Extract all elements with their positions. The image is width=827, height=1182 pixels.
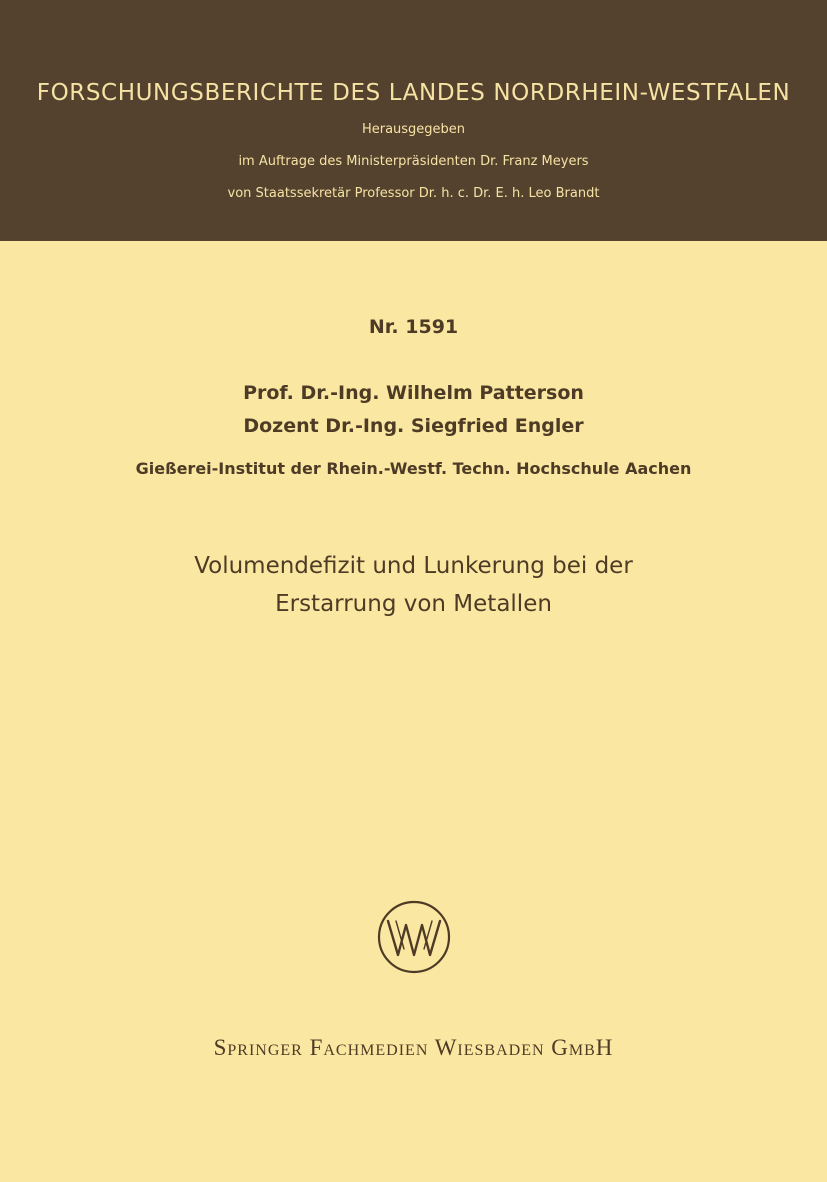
editor-line-herausgegeben: Herausgegeben bbox=[361, 122, 466, 137]
title-line-1: Volumendefizit und Lunkerung bei der bbox=[194, 553, 633, 579]
editor-line-editor: von Staatssekretär Professor Dr. h. c. Dr. E. h. Leo Brandt bbox=[227, 186, 600, 201]
author-2: Dozent Dr.-Ing. Siegfried Engler bbox=[243, 415, 584, 437]
publisher-name: Springer Fachmedien Wiesbaden GmbH bbox=[213, 1035, 614, 1060]
publisher-logo-icon bbox=[376, 899, 452, 975]
author-1: Prof. Dr.-Ing. Wilhelm Patterson bbox=[243, 382, 584, 404]
editor-line-commission: im Auftrage des Ministerpräsidenten Dr. Franz Meyers bbox=[238, 154, 589, 169]
series-title: FORSCHUNGSBERICHTE DES LANDES NORDRHEIN-WESTFALEN bbox=[36, 80, 791, 106]
header-band bbox=[0, 0, 827, 241]
institute: Gießerei-Institut der Rhein.-Westf. Techn. Hochschule Aachen bbox=[135, 459, 692, 478]
title-line-2: Erstarrung von Metallen bbox=[275, 591, 552, 617]
report-number: Nr. 1591 bbox=[368, 316, 459, 338]
